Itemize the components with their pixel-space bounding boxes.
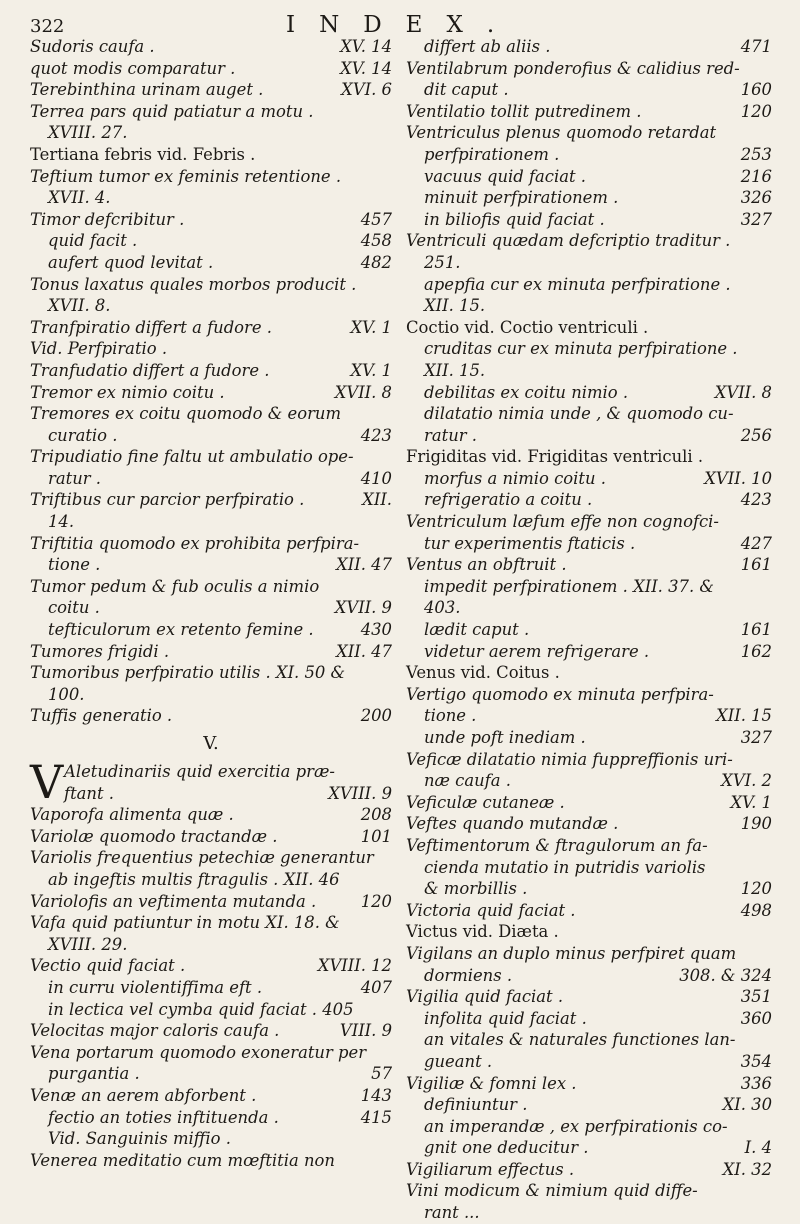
entry-text: ftant . [64,783,114,803]
entry-reference: XI. 30 [722,1095,772,1115]
index-entry [30,446,392,468]
entry-text: 14. [48,512,75,532]
entry-text: Teftium tumor ex feminis retentione . [30,166,342,186]
index-entry [406,1159,772,1181]
entry-reference: XVII. 8 [334,382,392,402]
index-entry [406,295,772,317]
index-entry [30,533,392,555]
entry-reference: XVII. 9 [334,598,392,618]
entry-text: Vigilans an duplo minus perfpiret quam [406,943,737,963]
entry-text: debilitas ex coitu nimio . [424,382,629,402]
index-entry [30,101,392,123]
entry-text: Ventriculus plenus quomodo retardat [406,123,717,143]
entry-text: Tertiana febris vid. Febris . [30,144,256,164]
index-entry [406,101,772,123]
entry-reference: 208 [360,805,392,825]
entry-text: coitu . [48,598,100,618]
index-entry [406,835,772,857]
entry-reference: 458 [360,231,392,251]
index-entry [406,662,772,684]
drop-cap: V [30,755,64,809]
entry-reference: 336 [740,1073,772,1093]
index-entry [30,209,392,231]
entry-text: Tumores frigidi . [30,641,170,661]
index-entry [406,965,772,987]
entry-text: XII. 15. [424,360,486,380]
index-entry [406,943,772,965]
entry-reference: 308. & 324 [679,965,772,985]
index-entry [406,1094,772,1116]
entry-reference: 423 [740,490,772,510]
entry-reference: 423 [360,425,392,445]
index-entry [30,576,392,598]
entry-text: 100. [48,684,85,704]
entry-text: Tumoribus perfpiratio utilis . XI. 50 & [30,663,346,683]
entry-text: Ventriculum læfum effe non cognofci- [406,512,719,532]
entry-text: XVIII. 27. [48,123,128,143]
entry-text: an vitales & naturales functiones lan- [424,1030,736,1050]
entry-text: Ventilabrum ponderofius & calidius red- [406,58,740,78]
entry-text: morfus a nimio coitu . [424,468,606,488]
index-entry [30,338,392,360]
entry-text: Vid. Perfpiratio . [30,339,168,359]
index-entry [30,252,392,274]
index-entry [30,122,392,144]
entry-text: Timor defcribitur . [30,209,185,229]
index-entry [30,317,392,339]
entry-text: tefticulorum ex retento femine . [48,620,314,640]
entry-reference: 216 [740,166,772,186]
index-entry [406,1202,772,1224]
index-entry [30,662,392,684]
index-entry [30,619,392,641]
entry-reference: XVI. 2 [721,771,772,791]
entry-reference: 427 [740,533,772,553]
entry-reference: XII. 47 [336,641,392,661]
index-entry [406,122,772,144]
index-entry [30,274,392,296]
entry-reference: XVIII. 9 [328,783,392,803]
index-entry [30,783,392,805]
entry-text: Vafa quid patiuntur in motu XI. 18. & [30,913,340,933]
entry-text: cruditas cur ex minuta perfpiratione . [424,339,738,359]
index-entry [406,209,772,231]
entry-reference: XV. 14 [340,37,392,56]
entry-text: Veftes quando mutandæ . [406,814,619,834]
entry-reference: 351 [740,987,772,1007]
entry-text: in curru violentiffima eft . [48,977,263,997]
index-entry [30,511,392,533]
entry-text: Variolæ quomodo tractandæ . [30,826,278,846]
entry-text: 251. [424,252,461,272]
entry-reference: 160 [740,80,772,100]
index-entry [30,489,392,511]
index-entry [406,36,772,58]
entry-text: videtur aerem refrigerare . [424,641,650,661]
entry-text: Sudoris caufa . [30,37,155,56]
index-entry [30,187,392,209]
entry-reference: 253 [740,144,772,164]
entry-reference: 430 [360,620,392,640]
entry-text: an imperandæ , ex perfpirationis co- [424,1116,728,1136]
index-entry [406,554,772,576]
index-entry [406,921,772,943]
entry-reference: 354 [740,1051,772,1071]
entry-text: rant ... [424,1203,480,1223]
entry-reference: 120 [360,891,392,911]
index-entry [30,826,392,848]
index-entry [406,1137,772,1159]
entry-text: Veficulæ cutaneæ . [406,792,565,812]
entry-text: Variolofis an veftimenta mutanda . [30,891,317,911]
entry-reference: 471 [740,37,772,56]
entry-text: Tranfpiratio differt a fudore . [30,317,273,337]
entry-text: ab ingeftis multis ftragulis . XII. 46 [48,869,340,889]
entry-reference: XII. 47 [336,555,392,575]
index-entry [406,619,772,641]
index-entry [406,230,772,252]
entry-reference: 120 [740,101,772,121]
entry-text: in biliofis quid faciat . [424,209,605,229]
entry-text: næ caufa . [424,771,511,791]
entry-text: gueant . [424,1051,493,1071]
right-column [406,36,772,1224]
index-entry [406,813,772,835]
index-entry [30,79,392,101]
entry-text: Venæ an aerem abforbent . [30,1085,257,1105]
entry-text: Ventriculi quædam defcriptio traditur . [406,231,731,251]
entry-text: Vigiliarum effectus . [406,1159,575,1179]
index-entry [406,533,772,555]
entry-text: XVII. 4. [48,188,111,208]
entry-text: fectio an toties inftituenda . [48,1107,279,1127]
entry-text: quot modis comparatur . [30,58,236,78]
entry-text: XII. 15. [424,296,486,316]
index-entry [406,1029,772,1051]
entry-text: Tremor ex nimio coitu . [30,382,225,402]
entry-reference: XVII. 10 [704,468,772,488]
entry-reference: 162 [740,641,772,661]
entry-text: Triftibus cur parcior perfpiratio . [30,490,305,510]
index-entry [406,274,772,296]
entry-text: Victus vid. Diæta . [406,922,559,942]
entry-text: dilatatio nimia unde , & quomodo cu- [424,404,734,424]
entry-text: Tranfudatio differt a fudore . [30,360,270,380]
index-entry [406,900,772,922]
index-entry [30,382,392,404]
index-entry [406,576,772,598]
index-entry [30,641,392,663]
entry-text: XVIII. 29. [48,934,128,954]
entry-text: Tremores ex coitu quomodo & eorum [30,404,342,424]
index-entry [406,425,772,447]
entry-reference: XV. 1 [350,360,392,380]
entry-text: quid facit . [48,231,138,251]
entry-text: unde poft inediam . [424,728,586,747]
entry-text: vacuus quid faciat . [424,166,586,186]
entry-text: Ventilatio tollit putredinem . [406,101,642,121]
entry-text: gnit one deducitur . [424,1138,589,1158]
entry-text: minuit perfpirationem . [424,188,619,208]
entry-reference: XII. [362,490,392,510]
entry-text: impedit perfpirationem . XII. 37. & [424,576,714,596]
entry-reference: 161 [740,620,772,640]
entry-text: ratur . [424,425,478,445]
entry-text: Triftitia quomodo ex prohibita perfpira- [30,533,360,553]
entry-reference: XVII. 8 [714,382,772,402]
index-entry [406,58,772,80]
index-entry [406,684,772,706]
entry-reference: 200 [360,706,392,726]
entry-text: cienda mutatio in putridis variolis [424,857,706,877]
index-entry [30,425,392,447]
entry-reference: 120 [740,879,772,899]
entry-text: Venerea meditatio cum mœftitia non [30,1150,335,1170]
entry-text: curatio . [48,425,118,445]
entry-text: refrigeratio a coitu . [424,490,593,510]
index-entry [30,360,392,382]
index-entry [30,1150,392,1172]
index-entry [30,58,392,80]
entry-text: Vaporofa alimenta quæ . [30,805,234,825]
index-entry [406,770,772,792]
entry-text: lædit caput . [424,620,530,640]
entry-reference: 161 [740,555,772,575]
entry-text: Tonus laxatus quales morbos producit . [30,274,357,294]
index-entry [406,749,772,771]
entry-text: Frigiditas vid. Frigiditas ventriculi . [406,447,704,467]
entry-text: Aletudinariis quid exercitia præ- [64,762,335,781]
index-entry [30,912,392,934]
entry-text: aufert quod levitat . [48,252,214,272]
index-entry [30,1128,392,1150]
entry-text: Vigiliæ & fomni lex . [406,1073,577,1093]
index-entry [30,554,392,576]
entry-text: Vid. Sanguinis miffio . [48,1129,231,1149]
entry-text: Tripudiatio fine faltu ut ambulatio ope- [30,447,354,467]
entry-reference: VIII. 9 [339,1021,392,1041]
index-entry [406,252,772,274]
index-entry [406,468,772,490]
entry-reference: 101 [360,826,392,846]
entry-text: Coctio vid. Coctio ventriculi . [406,317,649,337]
index-entry [406,1008,772,1030]
entry-text: perfpirationem . [424,144,560,164]
index-entry [30,144,392,166]
section-heading: V. [203,733,219,754]
entry-text: Variolis frequentius petechiæ generantur [30,848,374,868]
index-entry [406,597,772,619]
entry-text: tione . [424,706,477,726]
index-entry [406,79,772,101]
entry-reference: 57 [371,1064,392,1084]
index-entry [406,878,772,900]
entry-reference: 457 [360,209,392,229]
entry-text: definiuntur . [424,1095,528,1115]
index-entry [406,360,772,382]
entry-text: & morbillis . [424,879,528,899]
index-entry [30,869,392,891]
entry-text: dit caput . [424,80,509,100]
index-entry [406,338,772,360]
index-entry [30,597,392,619]
index-entry [30,230,392,252]
index-entry [406,187,772,209]
entry-text: differt ab aliis . [424,37,551,56]
entry-text: dormiens . [424,965,513,985]
index-entry [406,857,772,879]
entry-text: Tuffis generatio . [30,706,173,726]
page-number: 322 [30,16,65,37]
index-entry [406,705,772,727]
entry-text: tione . [48,555,101,575]
index-entry [406,317,772,339]
entry-text: apepfia cur ex minuta perfpiratione . [424,274,731,294]
entry-reference: 410 [360,468,392,488]
index-entry [30,1042,392,1064]
index-entry [406,1180,772,1202]
index-entry [30,999,392,1021]
index-entry [406,641,772,663]
entry-reference: XVI. 6 [341,80,392,100]
entry-text: Veficæ dilatatio nimia fuppreffionis uri- [406,749,733,769]
entry-reference: 327 [740,728,772,747]
entry-reference: XVIII. 12 [317,956,392,976]
index-entry [406,727,772,749]
index-entry [406,166,772,188]
index-entry [30,1085,392,1107]
index-entry [406,1073,772,1095]
index-entry [30,684,392,706]
entry-reference: XI. 32 [722,1159,772,1179]
entry-reference: 415 [360,1107,392,1127]
entry-reference: XV. 1 [730,792,772,812]
index-entry [30,955,392,977]
entry-reference: 143 [360,1085,392,1105]
entry-reference: 360 [740,1008,772,1028]
entry-reference: 407 [360,977,392,997]
index-entry [406,144,772,166]
entry-text: Vigilia quid faciat . [406,987,564,1007]
index-entry [30,804,392,826]
index-entry [30,295,392,317]
index-entry [30,1020,392,1042]
index-entry [406,489,772,511]
entry-reference: I. 4 [744,1138,772,1158]
entry-reference: XV. 1 [350,317,392,337]
index-entry [406,1051,772,1073]
index-entry [406,446,772,468]
page-title: INDEX. [286,12,519,38]
entry-text: purgantia . [48,1064,140,1084]
entry-reference: XV. 14 [340,58,392,78]
index-entry [30,36,392,58]
entry-text: Tumor pedum & fub oculis a nimio [30,576,320,596]
index-entry [406,986,772,1008]
entry-text: Vectio quid faciat . [30,956,186,976]
index-entry [30,403,392,425]
index-entry [30,166,392,188]
index-entry [406,511,772,533]
index-entry [30,934,392,956]
entry-reference: 498 [740,900,772,920]
entry-text: infolita quid faciat . [424,1008,587,1028]
entry-text: tur experimentis ftaticis . [424,533,636,553]
entry-text: in lectica vel cymba quid faciat . 405 [48,999,354,1019]
entry-reference: 256 [740,425,772,445]
entry-reference: 327 [740,209,772,229]
index-entry [406,1116,772,1138]
entry-text: Vena portarum quomodo exoneratur per [30,1042,367,1062]
entry-text: Terebinthina urinam auget . [30,80,264,100]
entry-text: ratur . [48,468,102,488]
index-entry [30,847,392,869]
entry-text: Vertigo quomodo ex minuta perfpira- [406,684,714,704]
entry-reference: XII. 15 [716,706,772,726]
entry-text: Ventus an obftruit . [406,555,567,575]
entry-text: Venus vid. Coitus . [406,663,560,683]
index-entry [406,382,772,404]
entry-text: 403. [424,598,461,618]
index-entry [30,1107,392,1129]
index-entry [30,977,392,999]
entry-reference: 326 [740,188,772,208]
index-entry [406,403,772,425]
entry-reference: 190 [740,814,772,834]
index-entry [30,891,392,913]
left-column [30,36,392,1171]
entry-text: Velocitas major caloris caufa . [30,1021,280,1041]
entry-text: XVII. 8. [48,296,111,316]
entry-text: Victoria quid faciat . [406,900,576,920]
entry-text: Vini modicum & nimium quid diffe- [406,1181,698,1201]
index-entry [30,705,392,727]
entry-text: Terrea pars quid patiatur a motu . [30,101,314,121]
index-entry [30,468,392,490]
index-entry [406,792,772,814]
entry-text: Veftimentorum & ftragulorum an fa- [406,835,708,855]
entry-reference: 482 [360,252,392,272]
index-entry [30,1063,392,1085]
